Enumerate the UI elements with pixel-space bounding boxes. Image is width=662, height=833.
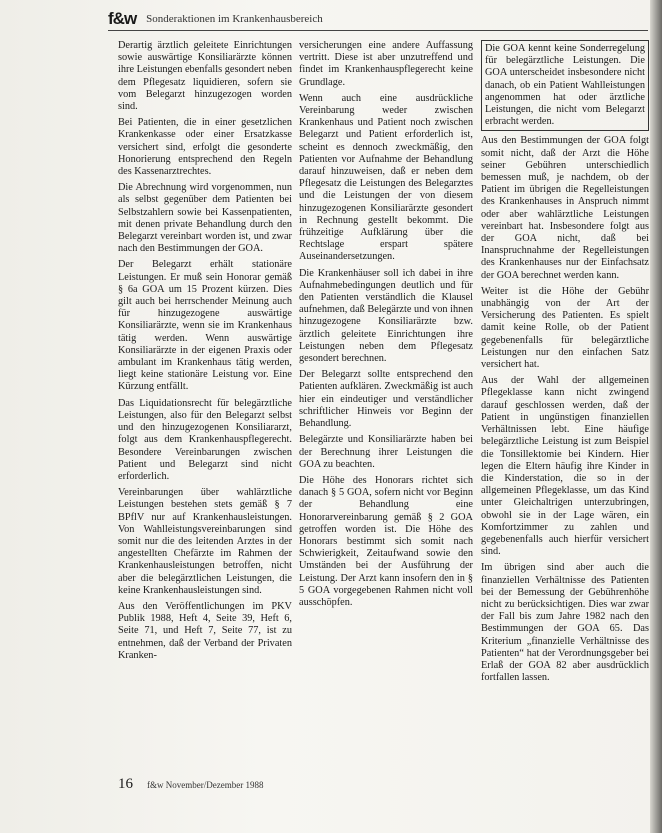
journal-logo: f&w (108, 9, 137, 28)
running-head: Sonderaktionen im Krankenhausbereich (146, 13, 323, 25)
paragraph: Die Abrechnung wird vorgenommen, nun als selbst gegenüber dem Patienten bei Selbstzahlern sowie bei Kassenpatienten, mit denen private Behandlung durch den Belegarzt vereinbart worden ist, und zwar nach den Bestimmungen der GOA. (118, 182, 292, 255)
paragraph: Der Belegarzt sollte entsprechend den Patienten aufklären. Zweckmäßig ist auch hier ein eindeutiger und verständlicher schriftlicher Hinweis vor Beginn der Behandlung. (299, 369, 473, 430)
text-column-3 (481, 40, 649, 750)
paragraph: Das Liquidationsrecht für belegärztliche Leistungen, also für den Belegarzt selbst und den hinzugezogenen Konsiliararzt, folgt aus dem Krankenhauspflegerecht. Besondere Vereinbarungen zwischen Patient und Belegarzt sind nicht erforderlich. (118, 397, 292, 482)
page-header (108, 8, 648, 31)
paragraph: Aus den Bestimmungen der GOA folgt somit nicht, daß der Arzt die Höhe seiner Gebühren unterschiedlich bemessen muß, je nachdem, ob der Patient im übrigen die Regelleistungen des Krankenhauses in Anspruch nimmt oder aber wahlärztliche Leistungen vereinbart hat. Insbesondere folgt aus der GOA nicht, daß bei Inanspruchnahme der Regelleistungen des Krankenhauses nur der Einfachsatz der GOA berechnet werden kann. (481, 135, 649, 281)
paragraph: Aus der Wahl der allgemeinen Pflegeklasse kann nicht zwingend darauf geschlossen werden, daß der Patient in ungünstigen finanziellen Verhältnissen lebt. Eine häufige belegärztliche Leistung ist zum Beispiel die Tonsillektomie bei Kindern. Hier legen die Eltern häufig ihre Kinder in die Kinderstation, die so in der allgemeinen Pflegeklasse, um das Kind unter Gleichaltrigen unterzubringen, obwohl sie in der Lage wären, ein Komfortzimmer zu zahlen und gegebenenfalls auch hierfür versichert sind. (481, 375, 649, 558)
paragraph: Wenn auch eine ausdrückliche Vereinbarung weder zwischen Krankenhaus und Patient noch zwischen Belegarzt und Patient erforderlich ist, scheint es dennoch zweckmäßig, den Patienten vor Aufnahme der Behandlung darauf hinzuweisen, daß er neben dem Pflegesatz die Leistungen des Belegarztes und die Leistungen der von diesem hinzugezogenen Konsiliarärzte gesondert in Rechnung gestellt bekommt. Die frühzeitige Aufklärung über die Rechtslage erspart spätere Auseinandersetzungen. (299, 92, 473, 263)
paragraph: Die Krankenhäuser soll ich dabei in ihre Aufnahmebedingungen deutlich und für den Patienten verständlich die Klausel aufnehmen, daß Belegärzte und von ihnen hinzugezogene Konsiliarärzte bzw. ärztlich geleitete Einrichtungen ihre Leistungen neben dem Pflegesatz gesondert berechnen. (299, 267, 473, 365)
paragraph: Aus den Veröffentlichungen im PKV Publik 1988, Heft 4, Seite 39, Heft 6, Seite 71, und Heft 7, Seite 77, ist zu entnehmen, daß der Verband der Privaten Kranken- (118, 600, 292, 661)
paragraph: Bei Patienten, die in einer gesetzlichen Krankenkasse oder einer Ersatzkasse versichert sind, erfolgt die gesonderte Honorierung entsprechend den Regeln des Kassenarztrechtes. (118, 117, 292, 178)
paragraph: Belegärzte und Konsiliarärzte haben bei der Berechnung ihrer Leistungen die GOA zu beachten. (299, 434, 473, 470)
paragraph: Der Belegarzt erhält stationäre Leistungen. Er muß sein Honorar gemäß § 6a GOA um 15 Prozent kürzen. Dies gilt auch bei herrschender Meinung auch für hinzugezogene auswärtige Konsiliarärzte, wenn sie im Krankenhaus tätig werden. Wenn auswärtige Konsiliarärzte in der eigenen Praxis oder ambulant im Krankenhaus tätig werden, liegt keine stationäre Leistung vor. Eine Kürzung entfällt. (118, 259, 292, 393)
paragraph: Weiter ist die Höhe der Gebühr unabhängig von der Art der Versicherung des Patienten. Es spielt damit keine Rolle, ob der Patient gegebenenfalls für belegärztliche Leistungen nur den einfachen Satz versichert hat. (481, 285, 649, 371)
paragraph: Derartig ärztlich geleitete Einrichtungen sowie auswärtige Konsiliarärzte können ihre Leistungen ebenfalls gesondert neben dem Pflegesatz liquidieren, sofern sie vom Belegarzt hinzugezogen worden sind. (118, 40, 292, 113)
text-column-1 (118, 40, 292, 750)
page-footer (118, 776, 518, 793)
highlighted-paragraph: Die GOA kennt keine Sonderregelung für belegärztliche Leistungen. Die GOA unterscheidet insbesondere nicht danach, ob ein Patient Wahlleistungen angenommen hat oder ärztliche Leistungen, die nicht vom Belegarzt erbracht werden. (481, 40, 649, 131)
page-edge-shadow (650, 0, 662, 833)
journal-issue: f&w November/Dezember 1988 (147, 780, 264, 790)
paragraph: Vereinbarungen über wahlärztliche Leistungen bestehen stets gemäß § 7 BPflV nur auf Krankenhausleistungen. Von Wahlleistungsvereinbarungen sind somit nur die des leitenden Arztes in der angestellten Chefärzte im Rahmen der Krankenhausleistungen betroffen, nicht aber die belegärztlichen Leistungen, die keine Krankenhausleistungen sind. (118, 487, 292, 596)
paragraph: Im übrigen sind aber auch die finanziellen Verhältnisse des Patienten bei der Bemessung der Gebührenhöhe nicht zu berücksichtigen. Dies war zwar der Fall bis zum Jahre 1982 nach den Bestimmungen der GOA 65. Das Kriterium „finanzielle Verhältnisse des Patienten“ hat der Verordnungsgeber bei Erlaß der GOA 82 aber ausdrücklich fortfallen lassen. (481, 562, 649, 684)
paragraph: versicherungen eine andere Auffassung vertritt. Diese ist aber unzutreffend und findet im Krankenhauspflegerecht keine Grundlage. (299, 40, 473, 88)
paragraph: Die Höhe des Honorars richtet sich danach § 5 GOA, sofern nicht vor Beginn der Behandlung eine Honorarvereinbarung gemäß § 2 GOA getroffen worden ist. Die Höhe des Honorars bestimmt sich somit nach Schwierigkeit, Zeitaufwand sowie den Umständen bei der Ausführung der Leistung. Der Arzt kann insofern den in § 5 GOA vorgegebenen Rahmen nicht voll ausschöpfen. (299, 474, 473, 608)
text-column-2 (299, 40, 473, 750)
page-number: 16 (118, 776, 133, 792)
